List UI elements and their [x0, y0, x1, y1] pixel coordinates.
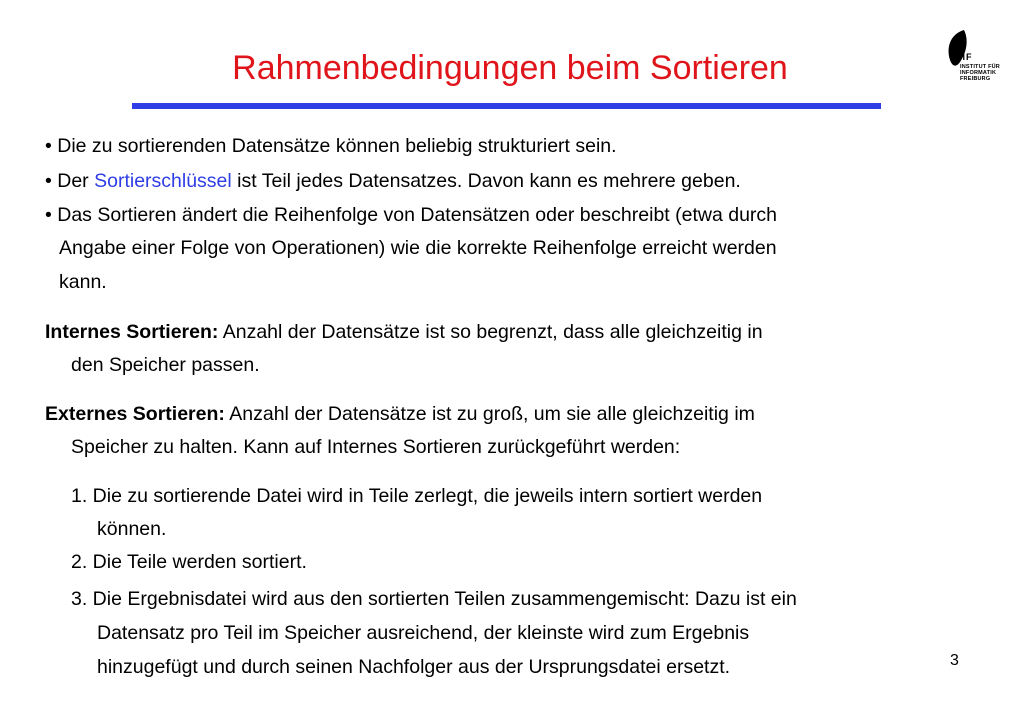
- step-1-line-2: können.: [97, 518, 167, 540]
- page-number: 3: [950, 652, 959, 669]
- external-sorting-line-1: [45, 402, 755, 426]
- internal-sorting-line-1: [45, 320, 763, 344]
- bullet-1: • Die zu sortierenden Datensätze können beliebig strukturiert sein.: [45, 135, 617, 157]
- logo-text: [960, 64, 1000, 82]
- slide-title: Rahmenbedingungen beim Sortieren: [232, 49, 788, 87]
- external-sorting-line-2: Speicher zu halten. Kann auf Internes Sortieren zurückgeführt werden:: [71, 436, 681, 458]
- bullet-3-line-2: Angabe einer Folge von Operationen) wie die korrekte Reihenfolge erreicht werden: [59, 237, 777, 259]
- internal-sorting-text: Anzahl der Datensätze ist so begrenzt, dass alle gleichzeitig in: [218, 321, 763, 343]
- title-underline: [132, 103, 881, 109]
- bullet-2-prefix: • Der: [45, 170, 95, 192]
- step-3-line-2: Datensatz pro Teil im Speicher ausreichend, der kleinste wird zum Ergebnis: [97, 622, 750, 644]
- step-3-line-3: hinzugefügt und durch seinen Nachfolger aus der Ursprungsdatei ersetzt.: [97, 656, 731, 678]
- external-sorting-text: Anzahl der Datensätze ist zu groß, um sie alle gleichzeitig im: [224, 403, 755, 425]
- bullet-2: [45, 169, 741, 193]
- step-3-line-1: 3. Die Ergebnisdatei wird aus den sortierten Teilen zusammengemischt: Dazu ist ein: [71, 588, 797, 610]
- internal-sorting-label: Internes Sortieren:: [45, 321, 219, 343]
- external-sorting-label: Externes Sortieren:: [45, 403, 225, 425]
- bullet-3-line-3: kann.: [59, 271, 107, 293]
- internal-sorting-line-2: den Speicher passen.: [71, 354, 260, 376]
- logo-line: INFORMATIK: [960, 70, 997, 76]
- logo-mark: IIF: [959, 52, 973, 62]
- bullet-3-line-1: • Das Sortieren ändert die Reihenfolge von Datensätzen oder beschreibt (etwa durch: [45, 204, 778, 226]
- bullet-2-suffix: ist Teil jedes Datensatzes. Davon kann es mehrere geben.: [231, 170, 741, 192]
- highlighted-term: Sortierschlüssel: [94, 170, 232, 192]
- logo-line: FREIBURG: [960, 76, 991, 82]
- step-1-line-1: 1. Die zu sortierende Datei wird in Teile zerlegt, die jeweils intern sortiert werden: [71, 485, 763, 507]
- step-2-line-1: 2. Die Teile werden sortiert.: [71, 551, 307, 573]
- logo-line: INSTITUT FÜR: [960, 64, 1000, 70]
